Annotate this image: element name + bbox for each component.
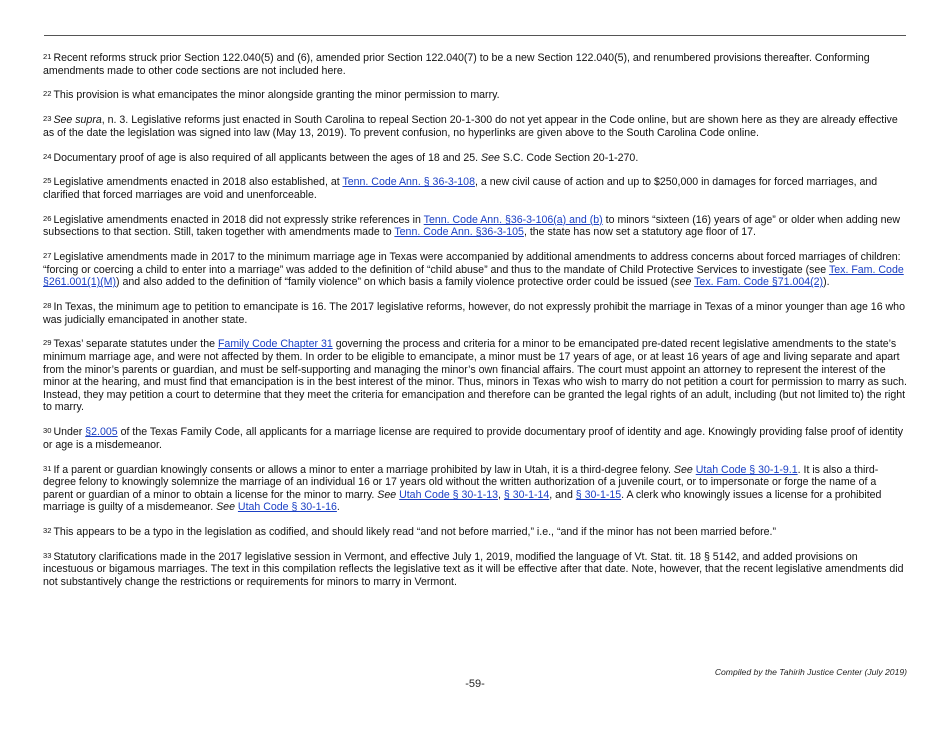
footnote-number: 31: [43, 463, 52, 473]
footnote-33: [43, 551, 907, 589]
footnote-23: [43, 114, 907, 139]
footnote-text: . It is also a third-degree felony to knowingly solemnize the marriage of an individual 16 or 17 years old without the written authorization of a juvenile court, or to impersonate or forge the name of a parent or guardian of a minor to obtain a license for the minor to marry.: [43, 463, 879, 501]
citation-link[interactable]: Tex. Fam. Code §71.004(2): [694, 276, 824, 289]
page-number: -59-: [465, 678, 485, 690]
footnote-text: Texas’ separate statutes under the: [53, 338, 218, 351]
footnote-text: Legislative amendments enacted in 2018 also established, at: [53, 176, 343, 189]
footnote-21: [43, 52, 907, 77]
citation-link[interactable]: Tenn. Code Ann. § 36-3-108: [342, 176, 475, 189]
footnote-text: Statutory clarifications made in the 2017 legislative session in Vermont, and effective July 1, 2019, modified the language of Vt. Stat. tit. 18 § 5142, and added provisions on incestuous or bigamous marriages. The text in this compilation reflects the legislative text as it will be effective after that date. Note, however, that the recent legislative amendments did not substantively change the restrictions or requirements for minors to marry in Vermont.: [43, 550, 904, 589]
italic-text: See supra: [53, 114, 102, 127]
footnote-30: [43, 426, 907, 451]
footnote-text: S.C. Code Section 20-1-270.: [499, 151, 639, 164]
footnote-32: [43, 526, 907, 539]
footnote-text: ,: [498, 488, 504, 501]
footnote-text: If a parent or guardian knowingly consents or allows a minor to enter a marriage prohibited by law in Utah, it is a third-degree felony.: [53, 463, 674, 476]
citation-link[interactable]: Tex. Fam. Code §261.001(1)(M): [43, 263, 904, 289]
footnote-text: Legislative amendments made in 2017 to the minimum marriage age in Texas were accompanied by additional amendments to address concerns about forced marriages of children: “forcing or coercing a child to enter into a marriage” was added to the definition of “child abuse” and thus to the mandate of Child Protective Services to investigate (see: [43, 251, 901, 276]
footnote-text: , the state has now set a statutory age floor of 17.: [523, 226, 756, 239]
footnote-text: , a new civil cause of action and up to $250,000 in damages for forced marriages, and clarified that forced marriages are void and unenforceable.: [43, 176, 878, 201]
footnote-text: .: [336, 501, 340, 514]
footnote-text: Under: [53, 426, 86, 439]
footnote-number: 21: [43, 52, 52, 61]
footnote-text: , n. 3. Legislative reforms just enacted in South Carolina to repeal Section 20-1-300 do not yet appear in the Code online, but are shown here as they are already effective as of the date the legislation was signed into law (May 13, 2019). To prevent confusion, no hyperlinks are given above to the South Carolina Code online.: [43, 114, 898, 139]
footnote-text: to minors “sixteen (16) years of age” or older when adding new subsections to that section. Still, taken together with amendments made to: [43, 213, 901, 239]
citation-link[interactable]: Family Code Chapter 31: [217, 338, 333, 351]
citation-link[interactable]: §2.005: [85, 426, 118, 439]
footnote-text: This provision is what emancipates the minor alongside granting the minor permission to marry.: [53, 89, 500, 102]
footnote-text: ).: [823, 276, 830, 289]
footnote-number: 24: [43, 151, 52, 161]
citation-link[interactable]: § 30-1-14: [503, 488, 550, 501]
footnote-text: governing the process and criteria for a minor to be emancipated pre-dated recent legislative amendments to the state’s minimum marriage age, and were not affected by them. In order to be eligible to emancipate, a minor must be 17 years of age, or at least 16 years of age and living separate and apart from the minor’s parents or guardian, and must be self-supporting and managing the minor’s own financial affairs. The court must appoint an attorney to represent the interest of the minor at the hearing, and must find that emancipation is in the best interest of the minor. Thus, minors in Texas who wish to marry do not petition a court for permission to marry as such. Instead, they may petition a court to determine that they meet the criteria for emancipation and therefore can be granted the legal rights of an adult, including (but not limited to) the right to marry.: [43, 338, 907, 414]
italic-text: See: [377, 488, 397, 501]
footnote-text: . A clerk who knowingly issues a license for a prohibited marriage is guilty of a misdemeanor.: [43, 488, 882, 514]
citation-link[interactable]: Utah Code § 30-1-16: [237, 501, 337, 514]
footnote-text: Legislative amendments enacted in 2018 did not expressly strike references in: [53, 213, 424, 226]
footnote-22: [43, 89, 907, 102]
footnotes-list: [43, 52, 907, 601]
footnote-number: 28: [43, 301, 52, 311]
footnote-number: 22: [43, 89, 52, 99]
italic-text: see: [674, 276, 692, 289]
top-divider: [44, 35, 906, 36]
footnote-number: 29: [43, 338, 52, 348]
footnote-text: Documentary proof of age is also required of all applicants between the ages of 18 and 25.: [53, 151, 482, 164]
footnote-number: 23: [43, 114, 52, 124]
citation-link[interactable]: Tenn. Code Ann. §36-3-105: [394, 226, 524, 239]
footnote-31: [43, 464, 907, 514]
footnote-number: 30: [43, 426, 52, 436]
footnote-text: ) and also added to the definition of “family violence” on which basis a family violence protective order could be issued (: [116, 276, 675, 289]
italic-text: See: [481, 151, 500, 164]
footnote-text: Recent reforms struck prior Section 122.040(5) and (6), amended prior Section 122.040(7) to be a new Section 122.040(5), and renumbered provisions thereafter. Conforming amendments made to other code sections are not included here.: [43, 52, 870, 77]
footnote-28: [43, 301, 907, 326]
footnote-24: [43, 152, 907, 165]
footnote-number: 33: [43, 550, 52, 560]
italic-text: See: [673, 463, 693, 476]
footnote-number: 27: [43, 251, 52, 261]
citation-link[interactable]: Utah Code § 30-1-9.1: [695, 463, 798, 476]
citation-link[interactable]: Tenn. Code Ann. §36-3-106(a) and (b): [423, 213, 603, 226]
footnote-text: of the Texas Family Code, all applicants for a marriage license are required to provide documentary proof of identity and age. Knowingly providing false proof of identity or age is a misdemeanor.: [43, 426, 904, 451]
footnote-25: [43, 176, 907, 201]
footnote-number: 26: [43, 213, 52, 223]
citation-link[interactable]: § 30-1-15: [575, 488, 622, 501]
footnote-26: [43, 214, 907, 239]
italic-text: See: [216, 501, 235, 514]
footnote-27: [43, 251, 907, 289]
compiled-by-credit: Compiled by the Tahirih Justice Center (July 2019): [714, 667, 907, 677]
footnote-text: This appears to be a typo in the legislation as codified, and should likely read “and not before married,” i.e., “and if the minor has not been married before.”: [53, 526, 777, 539]
footnote-29: [43, 338, 907, 414]
footnote-number: 25: [43, 176, 52, 186]
citation-link[interactable]: Utah Code § 30-1-13: [399, 488, 499, 501]
footnote-number: 32: [43, 526, 52, 536]
footnote-text: In Texas, the minimum age to petition to emancipate is 16. The 2017 legislative reforms, however, do not expressly prohibit the marriage in Texas of a minor younger than age 16 who was judicially emancipated in another state.: [43, 301, 905, 326]
footnote-text: , and: [549, 488, 576, 501]
